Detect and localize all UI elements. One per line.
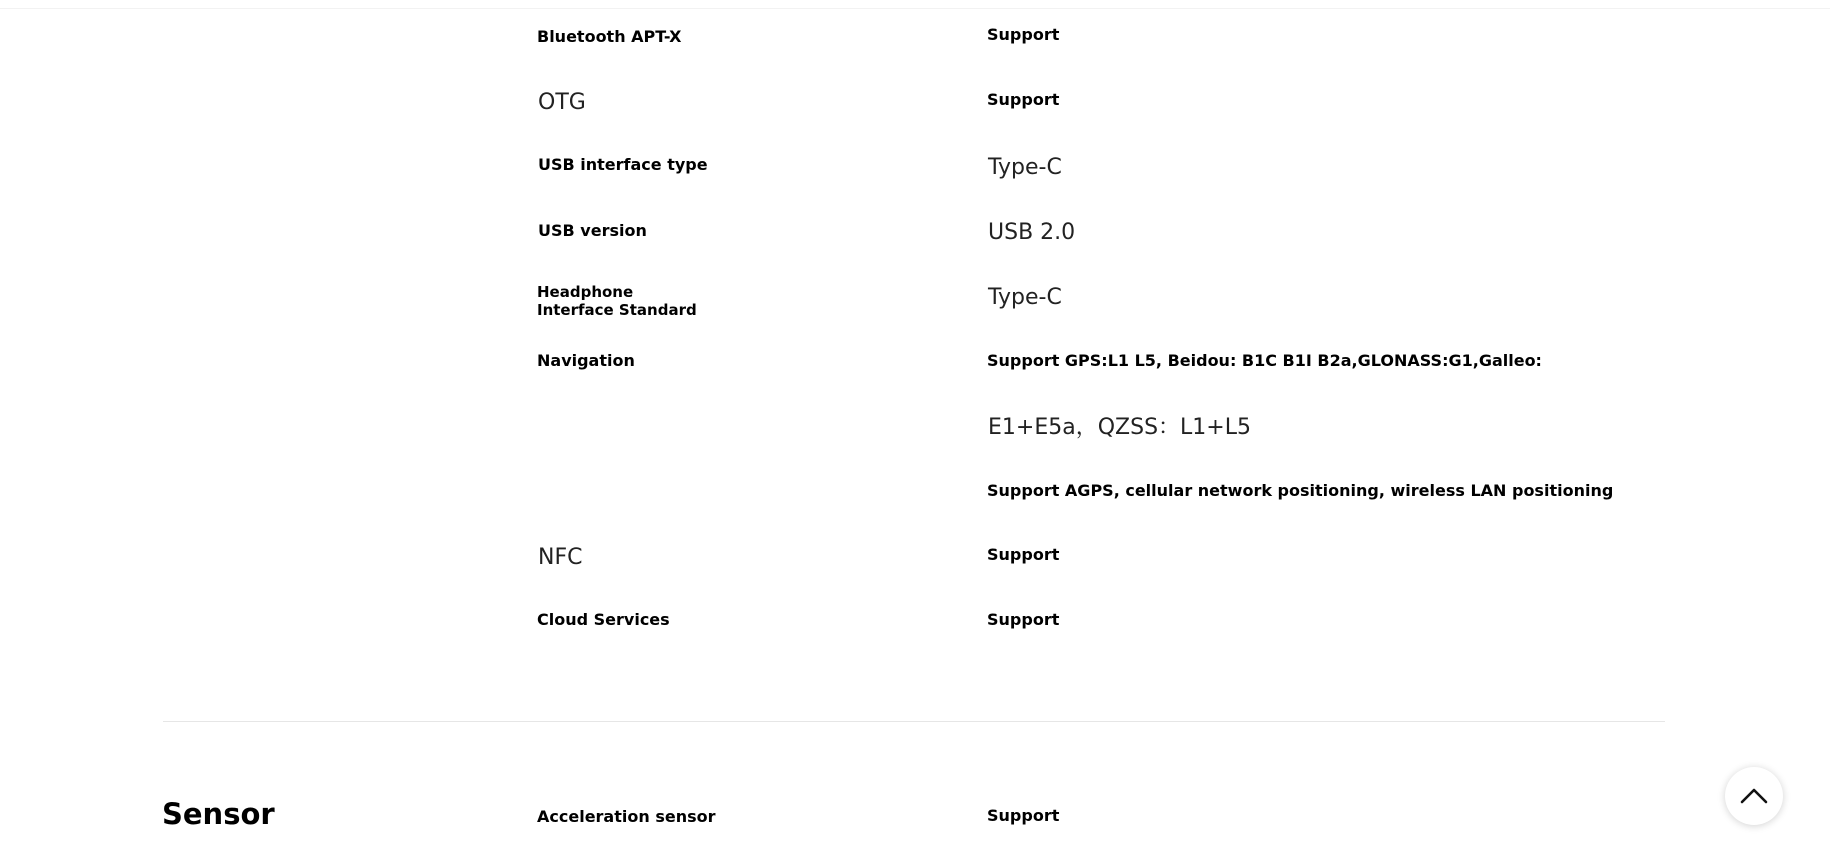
spec-value-navigation-gnss: Support GPS:L1 L5, Beidou: B1C B1I B2a,GLONASS:G1,Galleo: xyxy=(987,351,1542,370)
spec-value-usb-interface-type: Type-C xyxy=(988,155,1062,180)
spec-value-navigation-assist: Support AGPS, cellular network positioning, wireless LAN positioning xyxy=(987,481,1614,500)
spec-label-nfc: NFC xyxy=(538,545,583,570)
spec-label-headphone-interface: Headphone Interface Standard xyxy=(537,283,697,319)
back-to-top-button[interactable] xyxy=(1725,767,1783,825)
spec-value-cloud-services: Support xyxy=(987,610,1060,629)
spec-label-usb-interface-type: USB interface type xyxy=(538,155,708,174)
spec-label-usb-version: USB version xyxy=(538,221,647,240)
spec-value-otg: Support xyxy=(987,90,1060,109)
top-divider xyxy=(0,8,1830,9)
spec-value-navigation-bands: E1+E5a，QZSS：L1+L5 xyxy=(988,415,1251,440)
spec-label-cloud-services: Cloud Services xyxy=(537,610,670,629)
spec-value-acceleration-sensor: Support xyxy=(987,806,1060,825)
spec-label-otg: OTG xyxy=(538,90,586,115)
spec-value-headphone-interface: Type-C xyxy=(988,285,1062,310)
spec-label-acceleration-sensor: Acceleration sensor xyxy=(537,807,716,826)
chevron-up-icon xyxy=(1739,787,1769,805)
spec-value-bluetooth-aptx: Support xyxy=(987,25,1060,44)
spec-value-nfc: Support xyxy=(987,545,1060,564)
spec-label-bluetooth-aptx: Bluetooth APT-X xyxy=(537,27,682,46)
section-title-sensor: Sensor xyxy=(162,797,275,831)
spec-value-usb-version: USB 2.0 xyxy=(988,220,1076,245)
section-divider xyxy=(163,721,1665,722)
spec-label-navigation: Navigation xyxy=(537,351,635,370)
